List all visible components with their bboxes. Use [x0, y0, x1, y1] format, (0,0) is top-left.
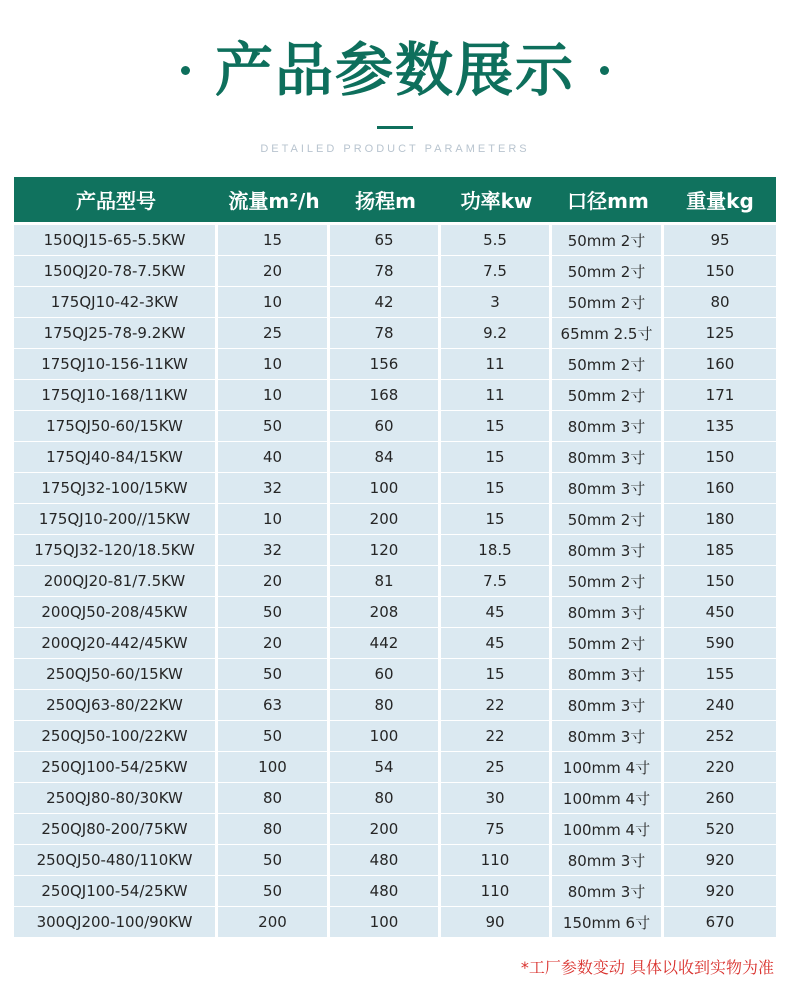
- table-cell: 160: [664, 349, 776, 380]
- table-cell: 110: [441, 845, 552, 876]
- table-row: [14, 845, 776, 876]
- table-cell: 300QJ200-100/90KW: [14, 907, 218, 938]
- table-cell: 80mm 3寸: [552, 535, 664, 566]
- table-row: [14, 628, 776, 659]
- table-row: [14, 814, 776, 845]
- column-header: 口径mm: [567, 189, 649, 213]
- table-cell: 200: [330, 504, 441, 535]
- column-header: 流量m²/h: [228, 189, 320, 213]
- table-cell: 78: [330, 256, 441, 287]
- table-cell: 15: [441, 411, 552, 442]
- table-cell: 250QJ50-100/22KW: [14, 721, 218, 752]
- table-cell: 60: [330, 411, 441, 442]
- table-cell: 15: [441, 442, 552, 473]
- table-cell: 100mm 4寸: [552, 752, 664, 783]
- table-cell: 7.5: [441, 566, 552, 597]
- table-cell: 80: [218, 783, 330, 814]
- table-cell: 18.5: [441, 535, 552, 566]
- table-row: [14, 504, 776, 535]
- table-cell: 168: [330, 380, 441, 411]
- table-cell: 80: [218, 814, 330, 845]
- table-cell: 175QJ10-200//15KW: [14, 504, 218, 535]
- table-cell: 20: [218, 628, 330, 659]
- table-cell: 590: [664, 628, 776, 659]
- table-cell: 63: [218, 690, 330, 721]
- table-cell: 920: [664, 845, 776, 876]
- table-cell: 50mm 2寸: [552, 566, 664, 597]
- table-cell: 175QJ32-120/18.5KW: [14, 535, 218, 566]
- table-cell: 25: [218, 318, 330, 349]
- table-cell: 20: [218, 256, 330, 287]
- table-cell: 50mm 2寸: [552, 256, 664, 287]
- table-cell: 80mm 3寸: [552, 659, 664, 690]
- table-cell: 200: [330, 814, 441, 845]
- column-header: 功率kw: [460, 189, 533, 213]
- table-cell: 208: [330, 597, 441, 628]
- table-cell: 60: [330, 659, 441, 690]
- table-cell: 80: [330, 690, 441, 721]
- table-cell: 75: [441, 814, 552, 845]
- table-cell: 80mm 3寸: [552, 442, 664, 473]
- table-row: [14, 349, 776, 380]
- table-cell: 90: [441, 907, 552, 938]
- parameters-table: [14, 177, 776, 938]
- table-cell: 180: [664, 504, 776, 535]
- table-cell: 45: [441, 597, 552, 628]
- table-row: [14, 411, 776, 442]
- table-cell: 40: [218, 442, 330, 473]
- table-cell: 200QJ20-442/45KW: [14, 628, 218, 659]
- table-cell: 250QJ50-60/15KW: [14, 659, 218, 690]
- table-cell: 120: [330, 535, 441, 566]
- table-cell: 80: [664, 287, 776, 318]
- table-cell: 95: [664, 225, 776, 256]
- table-cell: 80mm 3寸: [552, 411, 664, 442]
- table-cell: 200QJ50-208/45KW: [14, 597, 218, 628]
- table-cell: 442: [330, 628, 441, 659]
- table-cell: 10: [218, 349, 330, 380]
- column-header: 产品型号: [76, 189, 156, 213]
- table-cell: 100: [218, 752, 330, 783]
- table-cell: 156: [330, 349, 441, 380]
- page-subtitle: DETAILED PRODUCT PARAMETERS: [260, 143, 530, 155]
- table-cell: 250QJ80-80/30KW: [14, 783, 218, 814]
- table-cell: 480: [330, 845, 441, 876]
- table-cell: 150: [664, 256, 776, 287]
- table-cell: 175QJ25-78-9.2KW: [14, 318, 218, 349]
- table-cell: 50mm 2寸: [552, 287, 664, 318]
- table-cell: 15: [218, 225, 330, 256]
- table-cell: 50: [218, 597, 330, 628]
- table-cell: 78: [330, 318, 441, 349]
- table-cell: 80mm 3寸: [552, 473, 664, 504]
- table-cell: 20: [218, 566, 330, 597]
- table-cell: 171: [664, 380, 776, 411]
- table-cell: 125: [664, 318, 776, 349]
- table-cell: 150: [664, 566, 776, 597]
- table-cell: 81: [330, 566, 441, 597]
- table-cell: 50: [218, 845, 330, 876]
- table-cell: 50mm 2寸: [552, 628, 664, 659]
- table-cell: 260: [664, 783, 776, 814]
- table-cell: 50: [218, 659, 330, 690]
- table-row: [14, 597, 776, 628]
- table-cell: 175QJ40-84/15KW: [14, 442, 218, 473]
- table-cell: 10: [218, 287, 330, 318]
- table-cell: 175QJ50-60/15KW: [14, 411, 218, 442]
- table-row: [14, 535, 776, 566]
- table-cell: 175QJ10-156-11KW: [14, 349, 218, 380]
- table-cell: 155: [664, 659, 776, 690]
- table-cell: 80mm 3寸: [552, 690, 664, 721]
- table-cell: 200QJ20-81/7.5KW: [14, 566, 218, 597]
- table-cell: 240: [664, 690, 776, 721]
- table-cell: 9.2: [441, 318, 552, 349]
- page-title: 产品参数展示: [214, 36, 575, 104]
- table-cell: 100: [330, 721, 441, 752]
- table-cell: 15: [441, 473, 552, 504]
- title-dot-right: [600, 66, 609, 75]
- table-cell: 80mm 3寸: [552, 597, 664, 628]
- table-row: [14, 659, 776, 690]
- page-header: [0, 30, 790, 110]
- table-cell: 50mm 2寸: [552, 380, 664, 411]
- table-cell: 175QJ10-42-3KW: [14, 287, 218, 318]
- table-cell: 135: [664, 411, 776, 442]
- table-cell: 50mm 2寸: [552, 349, 664, 380]
- table-row: [14, 380, 776, 411]
- table-cell: 250QJ63-80/22KW: [14, 690, 218, 721]
- table-cell: 10: [218, 380, 330, 411]
- table-cell: 11: [441, 380, 552, 411]
- table-cell: 10: [218, 504, 330, 535]
- table-cell: 84: [330, 442, 441, 473]
- table-body: [14, 222, 776, 938]
- table-header: [14, 177, 776, 222]
- table-cell: 185: [664, 535, 776, 566]
- table-cell: 15: [441, 504, 552, 535]
- table-cell: 3: [441, 287, 552, 318]
- table-cell: 7.5: [441, 256, 552, 287]
- table-cell: 520: [664, 814, 776, 845]
- table-cell: 920: [664, 876, 776, 907]
- table-row: [14, 566, 776, 597]
- table-cell: 80mm 3寸: [552, 845, 664, 876]
- table-cell: 5.5: [441, 225, 552, 256]
- table-cell: 22: [441, 690, 552, 721]
- table-cell: 220: [664, 752, 776, 783]
- table-cell: 50: [218, 411, 330, 442]
- table-cell: 250QJ100-54/25KW: [14, 752, 218, 783]
- table-cell: 30: [441, 783, 552, 814]
- table-row: [14, 907, 776, 938]
- table-cell: 65: [330, 225, 441, 256]
- table-row: [14, 690, 776, 721]
- title-underline: [377, 126, 413, 129]
- column-header: 重量kg: [686, 189, 754, 213]
- column-header: 扬程m: [355, 189, 416, 213]
- title-dot-left: [181, 66, 190, 75]
- table-cell: 175QJ10-168/11KW: [14, 380, 218, 411]
- table-cell: 450: [664, 597, 776, 628]
- table-row: [14, 876, 776, 907]
- table-cell: 150: [664, 442, 776, 473]
- table-cell: 250QJ50-480/110KW: [14, 845, 218, 876]
- table-row: [14, 256, 776, 287]
- table-cell: 50mm 2寸: [552, 225, 664, 256]
- table-cell: 54: [330, 752, 441, 783]
- table-cell: 250QJ100-54/25KW: [14, 876, 218, 907]
- table-cell: 32: [218, 473, 330, 504]
- table-cell: 45: [441, 628, 552, 659]
- table-cell: 150mm 6寸: [552, 907, 664, 938]
- table-row: [14, 721, 776, 752]
- table-cell: 175QJ32-100/15KW: [14, 473, 218, 504]
- table-cell: 200: [218, 907, 330, 938]
- table-cell: 50: [218, 721, 330, 752]
- table-cell: 65mm 2.5寸: [552, 318, 664, 349]
- table-cell: 100mm 4寸: [552, 814, 664, 845]
- table-cell: 100: [330, 473, 441, 504]
- disclaimer-note: *工厂参数变动 具体以收到实物为准: [520, 958, 774, 977]
- table-cell: 150QJ20-78-7.5KW: [14, 256, 218, 287]
- table-cell: 50: [218, 876, 330, 907]
- table-cell: 50mm 2寸: [552, 504, 664, 535]
- table-cell: 100: [330, 907, 441, 938]
- table-cell: 480: [330, 876, 441, 907]
- table-row: [14, 442, 776, 473]
- table-row: [14, 752, 776, 783]
- table-row: [14, 318, 776, 349]
- table-row: [14, 783, 776, 814]
- table-cell: 11: [441, 349, 552, 380]
- table-cell: 22: [441, 721, 552, 752]
- table-cell: 252: [664, 721, 776, 752]
- table-cell: 80mm 3寸: [552, 876, 664, 907]
- table-cell: 42: [330, 287, 441, 318]
- table-row: [14, 473, 776, 504]
- table-cell: 80mm 3寸: [552, 721, 664, 752]
- table-cell: 100mm 4寸: [552, 783, 664, 814]
- table-cell: 150QJ15-65-5.5KW: [14, 225, 218, 256]
- table-row: [14, 287, 776, 318]
- table-cell: 15: [441, 659, 552, 690]
- table-cell: 32: [218, 535, 330, 566]
- table-cell: 160: [664, 473, 776, 504]
- table-row: [14, 225, 776, 256]
- table-cell: 25: [441, 752, 552, 783]
- table-cell: 110: [441, 876, 552, 907]
- table-cell: 670: [664, 907, 776, 938]
- table-cell: 250QJ80-200/75KW: [14, 814, 218, 845]
- table-cell: 80: [330, 783, 441, 814]
